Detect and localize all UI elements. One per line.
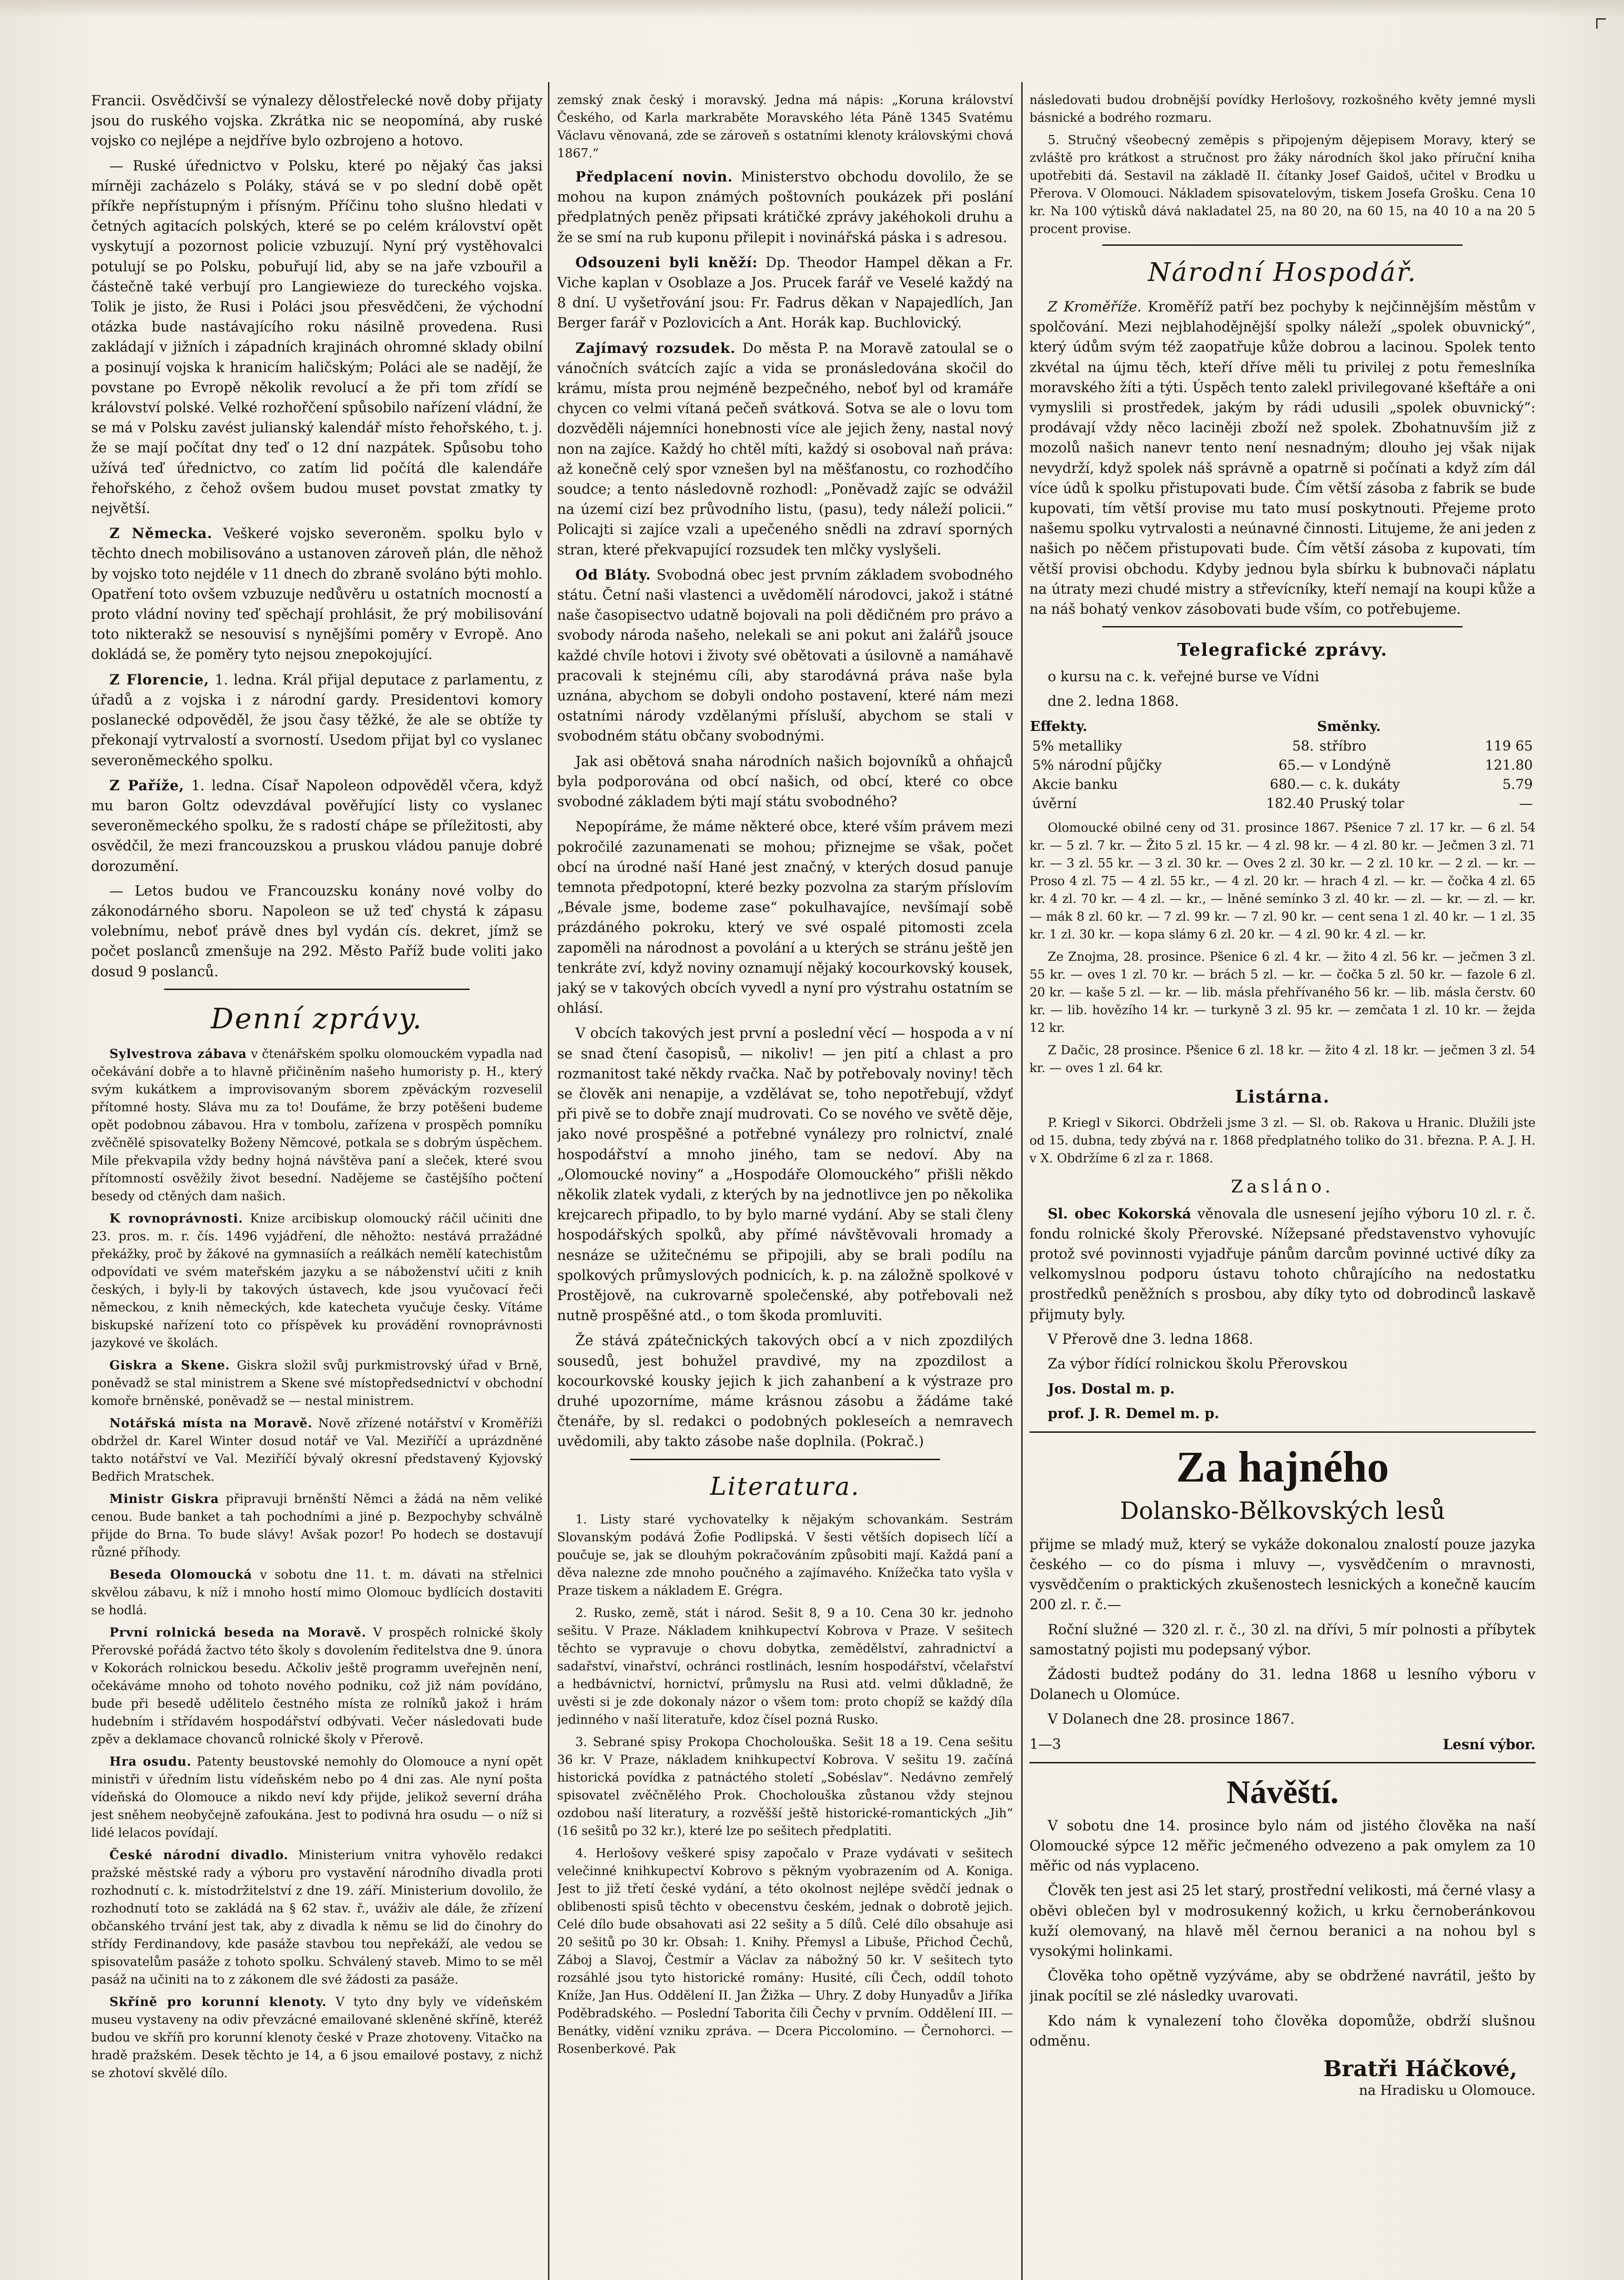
news-text: 1. ledna. Král přijal deputace z parlamentu, z úřadů a z vojska i z národní gardy. Presidentovi komory poslanecké odpověděl, že jsou časy těžké, že ale se obtíže ty překonají vytrvalostí a svorností. Usedom přijat byl co vyslanec severoněmeckého spolku. xyxy=(91,672,543,769)
grain-prices-olomouc: Olomoucké obilné ceny od 31. prosince 1867. Pšenice 7 zl. 17 kr. — 6 zl. 54 kr. — 5 zl. 7 kr. — Žito 5 zl. 15 kr. — 4 zl. 98 kr. — 4 zl. 80 kr. — Ječmen 3 zl. 71 kr. — 3 zl. 55 kr. — 3 zl. 30 kr. — Oves 2 zl. 30 kr. — 2 zl. 10 kr. — 2 zl. — kr. — Proso 4 zl. 75 — 4 zl. 55 kr., — 4 zl. 20 kr. — hrach 4 zl. — kr. — čočka 4 zl. 65 kr. 4 zl. 70 kr. — 4 zl. — kr., — lněné semínko 3 zl. 40 kr. — zl. — kr. — zl. — kr. — mák 8 zl. 60 kr. — 7 zl. 99 kr. — 7 zl. 90 kr. — cent sena 1 zl. 40 kr. — 1 zl. 35 kr. 1 zl. 30 kr. — kopa slámy 6 zl. 20 kr. — 4 zl. 90 kr. 4 zl. — kr. xyxy=(1029,820,1536,942)
news-lead: Hra osudu. xyxy=(109,1754,192,1769)
section-title-telegraph: Telegrafické zprávy. xyxy=(1177,639,1388,660)
news-item xyxy=(557,253,1013,334)
news-item xyxy=(91,1415,543,1486)
section-divider xyxy=(1029,1431,1536,1433)
section-title-daily-news: Denní zprávy. xyxy=(211,1001,423,1035)
grain-prices-dacice: Z Dačic, 28 prosince. Pšenice 6 zl. 18 kr. — žito 4 zl. 18 kr. — ječmen 3 zl. 54 kr. — oves 1 zl. 64 kr. xyxy=(1029,1043,1536,1075)
news-text: Nepopíráme, že máme některé obce, které vším právem mezi pokročilé zazunamenati se mohou; přiznejme se však, počet obcí na úrodné naší Hané jest značný, v kterých dosud panuje temnota předpotopní, které bezky pozvolna za starým příslovím „Bévale jsme, bodeme zase“ pokulhavajíce, nevšímají sobě prázdáného pokroku, který ve své ospalé pitomosti zcela zapoměli na národnost a povolání a u kterých se stránu ještě jen tenkráte zví, když noviny oznamují nějaký kocourkovský kousek, jaký se v takových obcích vyvedl a nyní pro výstrahu ostatním se ohlásí. xyxy=(557,819,1013,1017)
news-lead: Sylvestrova zábava xyxy=(109,1047,247,1061)
news-text: věnovala dle usnesení jejího výboru 10 zl. r. č. fondu rolnické školy Přerovské. Nížepsané představenstvo vyhovujíc protož své povinnosti vyjadřuje pánům darcům povinné uctivé díky za velkomyslnou podporu ústavu tohoto chůrajícího na nedostatku prostředků peněžních s prosbou, aby díky tyto od dobrodinců laskavě přijmuty byly. xyxy=(1029,1206,1536,1323)
column-rule-1 xyxy=(548,82,549,2280)
notice-text: Kdo nám k vynalezení toho člověka dopomůže, obdrží slušnou odměnu. xyxy=(1029,2013,1536,2049)
sent-place: V Přerově dne 3. ledna 1868. xyxy=(1048,1331,1253,1347)
column-1 xyxy=(91,91,543,2280)
effect-value: 182.40 xyxy=(1266,795,1314,812)
article-paragraph: Francii. Osvědčivší se výnalezy dělostřelecké nově doby přijaty jsou do ruského vojska. Zkrátka nic se neopomíná, aby ruské vojsko co nejlépe a nejdříve bylo ozbrojeno a hotovo. xyxy=(91,93,543,150)
literature-item: 2. Rusko, země, stát i národ. Sešit 8, 9 a 10. Cena 30 kr. jednoho sešitu. V Praze. Nákladem knihkupectví Kobrova v Praze. V sešitech těchto se vypravuje o chovu dobytka, zemědělství, zahradnictví a sadařství, vinařství, ochránci rostlinách, lesním hospodářství, včelařství a hedbávnictví, hornictví, průmyslu na Rusi atd. velmi důkladně, že uvěsti si je zde dokonaly názor o všem tom: proto chopíž se každý díla jedinného v naší literatuře, kdoz čísel pozná Rusko. xyxy=(557,1606,1013,1727)
section-title-sent: Zasláno. xyxy=(1231,1176,1334,1197)
letters-text: P. Kriegl v Sikorci. Obdrželi jsme 3 zl. — Sl. ob. Rakova u Hranic. Dlužili jste od 15. dubna, tedy zbývá na r. 1868 předplatného toliko do 31. března. P. A. J. H. v X. Obdržíme 6 zl za r. 1868. xyxy=(1029,1115,1536,1166)
literature-item: 3. Sebrané spisy Prokopa Chocholouška. Sešit 18 a 19. Cena sešitu 36 kr. V Praze, nákladem knihkupectví Kobrova. V sešitu 19. začíná historická povídka z patnáctého století „Sobéslav“. Nedávno zemřelý spisovatel zvěčnělého Prok. Chocholouška zůstanou vždy stejnou ozdobou naší literatury, a rozvěšší ještě historické-romantických „Jih“ (16 sešitů po 32 kr.), které lze po sešitech předplatiti. xyxy=(557,1735,1013,1838)
news-lead: Notářská místa na Moravě. xyxy=(109,1416,313,1430)
news-lead: První rolnická beseda na Moravě. xyxy=(109,1625,367,1640)
news-text: V obcích takových jest první a poslední věcí — hospoda a v ní se snad čtení časopisů, — nikoliv! — jen pití a chlast a pro rozmanitost také někdy rvačka. Nač by potřebovaly noviny! těch se člověk ani nenapije, a vzdělávat se, toho nepotřebují, vždyť při pivě se to dobře znají mudrovati. Co se nového ve světě děje, jako nové prospěšné a potřebné vynálezy pro rolnictví, znalé hospodářství a mnoho jiného, tam se nedoví. Aby na „Olomoucké noviny“ a „Hospodáře Olomouckého“ přišli někdo několik zlatek vydali, z kterých by na jednotlivce jen po několika krejcarech připadlo, to by bylo marné vydání. Aby se stali členy hospodářských spolků, aby přímé návštěvovali hromady a nesnáze se užitečnému se připojili, aby se brali podílu na spolkových průmyslových podnicích, k. p. na záložně spolkové v Prostějově, na cukrovarně společenské, aby potřebovali než nutně prospěšné atd., o tom škoda promluviti. xyxy=(557,1026,1013,1324)
page-corner-mark xyxy=(1596,18,1606,29)
literature-list xyxy=(557,1511,1013,2058)
news-lead: Sl. obec Kokorská xyxy=(1048,1205,1191,1222)
table-row xyxy=(1029,737,1536,756)
ad-place: V Dolanech dne 28. prosince 1867. xyxy=(1048,1711,1295,1728)
news-text: Veškeré vojsko severoněm. spolku bylo v těchto dnech mobilisováno a ustanoven zároveň plán, dle něhož by vojsko toto nejdéle v 11 dnech do zbraně svoláno býti mohlo. Opatření toto ovšem vzbuzuje nedůvěru u ostatních mocností a proto vládní noviny teď spěchají prohlásit, že prý mobilisování toto nikterakž se nesouvisí s nynějšími poměry v Evropě. Ano dokládá se, že poměry tyto nejsou znepokojující. xyxy=(91,526,543,663)
news-text: 1. ledna. Císař Napoleon odpověděl včera, když mu baron Goltz odevzdával pověřující listy co vyslanec severoněmeckého spolku, že s radostí chápe se příležitosti, aby osvědčil, že mezi francouzskou a pruskou vládou panuje dobré dorozumění. xyxy=(91,777,543,875)
news-lead: Z Paříže, xyxy=(109,777,185,794)
news-text: Svobodná obec jest prvním základem svobodného státu. Četní naši vlastenci a uvědomělí národovci, jakož i státné naše časopisectvo udatně bojovali na poli dědičném pro právo a svobody národa našeho, nelekali se ani pokut ani žalářů jsouce každé chvíle hotovi i životy své obětovati a úsilovně a namáhavě pracovali k stejnému cíli, aby starodávná práva naše byla uznána, abychom se dobyli ondoho postavení, které nám mezi ostatními národy vzdělanými přísluší, abychom se stali v svobodném státu občany svobodnými. xyxy=(557,567,1013,745)
literature-item: 1. Listy staré vychovatelky k nějakým schovankám. Sestrám Slovanským podává Žofie Podlipská. V šesti větších dopisech líčí a poučuje se, jak se dlouhým pokračováním způsobiti mají. Každá paní a děva nalezne zde mnoho poučného a zajímavého. Knížečka tato vyšla v Praze tiskem a nákladem E. Grégra. xyxy=(557,1512,1013,1598)
article-paragraph: zemský znak český i moravský. Jedna má nápis: „Koruna království Českého, od Karla markraběte Moravského léta Páně 1345 Svatému Václavu věnovaná, zde se zároveň s ostatními klenoty královskými chová 1867.“ xyxy=(557,93,1013,161)
signature: Jos. Dostal m. p. xyxy=(1048,1381,1175,1398)
ad-text: Žádosti budtež podány do 31. ledna 1868 u lesního výboru v Dolanech u Olomúce. xyxy=(1029,1666,1536,1703)
exchange-value: 119 65 xyxy=(1485,738,1533,754)
effect-value: 65.— xyxy=(1278,757,1314,773)
news-lead: Beseda Olomoucká xyxy=(109,1567,253,1582)
ad-subtitle: Dolansko-Bělkovských lesů xyxy=(1120,1497,1445,1525)
sent-signature-line: Za výbor řídící rolnickou školu Přerovskou xyxy=(1048,1356,1348,1373)
news-item xyxy=(557,1023,1013,1326)
notice-text: V sobotu dne 14. prosince bylo nám od jistého člověka na naší Olomoucké sýpce 12 měřic ječmeného odvezeno a pak omylem za 10 měřic od nás vyplaceno. xyxy=(1029,1818,1536,1875)
news-item xyxy=(557,817,1013,1019)
ad-footer xyxy=(1029,1735,1536,1755)
news-item xyxy=(557,751,1013,813)
article-paragraph: následovati budou drobnější povídky Herlošovy, rozkošného květy jemné mysli básnické a bodrého rozmaru. xyxy=(1029,93,1536,125)
column-rule-2 xyxy=(1021,82,1023,2280)
effect-value: 680.— xyxy=(1270,776,1314,793)
literature-item: 5. Stručný všeobecný zeměpis s připojeným dějepisem Moravy, který se zvláště pro krátkost a stručnost pro žáky národních škol jako příruční kniha upotřebiti dá. Sestavil na základě II. čítanky Josef Gaidoš, učitel v Brodku u Přerova. V Olomouci. Nákladem spisovatelovým, tiskem Josefa Grošku. Cena 10 kr. Na 100 výtisků dává nakladatel 25, na 80 20, na 60 15, na 40 10 a na 20 5 procent provise. xyxy=(1029,133,1536,236)
sent-article xyxy=(1029,1204,1536,1325)
news-lead: Zajímavý rozsudek. xyxy=(575,340,736,357)
news-item xyxy=(91,1490,543,1561)
news-lead: Skříně pro korunní klenoty. xyxy=(109,1995,327,2009)
news-lead: Ministr Giskra xyxy=(109,1492,219,1506)
article-paragraph: — Letos budou ve Francouzsku konány nové volby do zákonodárného sboru. Napoleon se už teď chystá k zápasu volebnímu, neboť právě dnes byl vydán cís. dekret, jímž se počet poslanců zmenšuje na 292. Město Paříž bude voliti jako dosud 9 poslanců. xyxy=(91,883,543,980)
effect-name: úvěrní xyxy=(1032,795,1077,812)
grain-prices-znojmo: Ze Znojma, 28. prosince. Pšenice 6 zl. 4 kr. — žito 4 zl. 56 kr. — ječmen 3 zl. 55 kr. — oves 1 zl. 70 kr. — brách 5 zl. — kr. — čočka 5 zl. 50 kr. — fazole 6 zl. 20 kr. — kaše 5 zl. — kr. — lib. másla přehřívaného 56 kr. — lib. másla čerstv. 60 kr. — lib. hovězího 14 kr. — turkyně 3 zl. 95 kr. — zemčata 1 zl. 10 kr. — žejda 12 kr. xyxy=(1029,949,1536,1035)
effects-header: Effekty. xyxy=(1030,718,1087,735)
section-title-letters: Listárna. xyxy=(1235,1086,1330,1107)
table-row xyxy=(1029,775,1536,794)
section-divider xyxy=(1029,1762,1536,1763)
news-text: Dp. Theodor Hampel děkan a Fr. Viche kaplan v Osoblaze a Jos. Prucek farář ve Veselé každý na 8 dní. U vyšetřování jsou: Fr. Fadrus děkan v Napajedlích, Jan Berger farář v Pozlovicích a Ant. Horák kap. Buchlovický. xyxy=(557,254,1013,332)
news-lead: Odsouzeni byli kněží: xyxy=(575,254,758,271)
exchange-value: 121.80 xyxy=(1485,757,1533,773)
article-paragraph: — Ruské úřednictvo v Polsku, které po nějaký čas jaksi mírněji zacházelo s Poláky, stává se v po slední době opět příkře nepřístupným i přísným. Příčinu toho slušno hledati v četných agitacích polských, které se po celém království opět vyskytují a pozornost policie vzbuzují. Nyní prý vystěhovalci potulují se po Polsku, pobuřují lid, aby se na jaře vzbouřil a částečně také verbují pro Langiewieze do tureckého vojska. Tolik je jisto, že Rusi i Poláci jsou přesvědčeni, že východní otázka bude nastávajícího roku násilně provedena. Rusi zakládají v jižních i západních krajinách ohromné sklady obilní a posinují vojska k hranicím haličským; Poláci ale se nadějí, že povstane po Evropě několik revolucí a že při tom zřídí se království polské. Velké rozhořčení spůsobilo nařízení vládní, že se má v Polsku zavést julianský kalendář místo řehořského, t. j. že se mají počítat dny teď o 12 dní nazpátek. Spůsobu toho užívá teď úřednictvo, co zatím lid počítá dle kalendáře řehořského, z čehož ovšem budou muset povstat zmatky ty největší. xyxy=(91,158,543,517)
section-divider xyxy=(630,1459,940,1460)
news-item-florence xyxy=(91,670,543,771)
ad-text: přijme se mladý muž, který se vykáže dokonalou znalostí pouze jazyka českého — co do písma i mluvy —, vysvědčením o mravnosti, vysvědčením o praktických zkušenostech lesnických a konečně kaucím 200 zl. r. č.— xyxy=(1029,1536,1536,1613)
news-item xyxy=(91,1624,543,1748)
ad-title: Za hajného xyxy=(1176,1442,1389,1491)
news-lead: Od Bláty. xyxy=(575,566,651,583)
news-text: připravuji brněnští Němci a žádá na něm veliké cenou. Bude banket a tah pochodními a jiné p. Bezpochyby schválně přijde do Brna. To bude slávy! Avšak pozor! Po hodech se dostavují různé příhody. xyxy=(91,1492,543,1560)
news-lead: Z Německa. xyxy=(109,525,212,542)
news-item xyxy=(91,1753,543,1842)
news-item xyxy=(91,1357,543,1410)
news-item xyxy=(91,1045,543,1205)
news-item xyxy=(557,167,1013,248)
news-text: Ministerium vnitra vyhovělo redakci pražské městské rady a výboru pro vystavění národního divadla proti rozhodnutí c. k. místodržitelství z dne 19. září. Ministerium dovolilo, že rozhodnutí toto se zakládá na § 62 stav. ř., uváživ ale dále, že zřízení občanského trvání jest tak, aby z divadla k němu se lid do činohry do střídy Ferdinandovy, kde pasáže stavbou tou nepřekáží, ale vedou se spisovatelům pasáže z tohoto spolku. Schválený staveb. Mimo to se měl pasáž na učiniti na to z zákonem dle své žádosti za pasáže. xyxy=(91,1848,543,1987)
news-text: Patenty beustovské nemohly do Olomouce a nyní opět ministři v úředním listu vídeňském nebo po 4 dni zas. Ale nyní pošta vídeňská do Olomouce a nikdo neví kdy přijde, jelikož severní dráha jest sněhem neobyčejně zafoukána. Jest to podivná hra osudu — o níž si lidé lelacos povídají. xyxy=(91,1754,543,1840)
news-item-paris xyxy=(91,776,543,877)
news-item-germany xyxy=(91,523,543,665)
news-lead: Z Florencie, xyxy=(109,671,209,688)
news-item xyxy=(557,565,1013,747)
economy-article xyxy=(1029,297,1536,620)
news-text: Jak asi obětová snaha národních našich bojovníků a ohňajců byla podporována od obcí našich, od obcí, které co obce svobodné základem býti mají státu svobodného? xyxy=(557,753,1013,810)
news-item xyxy=(557,1331,1013,1452)
literature-item: 4. Herlošovy veškeré spisy započalo v Praze vydávati v sešitech velečinné knihkupectví Kobrovo s pěkným vyobrazením od A. Koniga. Jest to již třetí české vydání, a této okolnost nejlépe svědčí jednak o oblibenosti spisů těchto v obecenstvu českém, jednak o dobrotě jejich. Celé dílo bude obsahovati asi 22 sešity a 5 dílů. Celé dílo obsahuje asi 20 sešitů po 30 kr. Obsah: 1. Knihy. Přemysl a Libuše, Přichod Čechů, Záboj a Slavoj, Čestmír a Václav za nábožný 50 kr. V sešitech tyto rozsáhlé jsou tyto historické romány: Husité, cíli Čech, oddíl tohoto Kníže, Jan Hus. Oddělení II. Jan Žižka — Uhry. Z doby Hunyadův a Jiříka Poděbradského. — Poslední Taborita čili Čechy v prvním. Oddělení III. — Benátky, vidění vzniku zpráva. — Dcera Piccolomino. — Černohorci. — Rosenberkové. Pak xyxy=(557,1846,1013,2056)
effect-value: 58. xyxy=(1292,738,1314,754)
news-text: Nově zřízené notářství v Kroměříži obdržel dr. Karel Winter dosud notář ve Val. Meziříčí a uprázdněné takto notářství ve Val. Meziříčí bývalý okresní představený Kyjovský Bedřich Mratschek. xyxy=(91,1416,543,1484)
page-edge-shadow xyxy=(0,0,1624,18)
exchange-rates-table xyxy=(1029,717,1536,814)
news-lead: Z Kroměříže. xyxy=(1048,299,1142,315)
exchange-name: v Londýně xyxy=(1319,757,1391,773)
news-text: v čtenářském spolku olomouckém vypadla nad očekávání dobře a to hlavně přičiněním našeho humoristy p. H., který svým kukátkem a improvisovaným sborem zpěváckým rozveselil přítomné hosty. Sláva mu za to! Doufáme, že brzy potěšeni budeme opět podobnou zábavou. Hra v tombolu, zařízena v prospěch pomníku zvěčnělé spisovatelky Boženy Němcové, potkala se s dobrým úspěchem. Mile překvapila vždy bedny hojná návštěva paní a sleček, které svou přítomností osvěžily život besední. Nadějeme se častějšího počtení besedy od ctěných dam našich. xyxy=(91,1047,543,1203)
news-lead: K rovnoprávnosti. xyxy=(109,1211,243,1226)
section-title-literature: Literatura. xyxy=(710,1472,860,1501)
news-text: Ministerstvo obchodu dovolilo, že se mohou na kupon známých poštovních poukázek při poslání předplatných peněz připsati krátičké zprávy jakéhokoli druhu a že se smí na rub kuponu přilepit i novinářská páska i s adresou. xyxy=(557,169,1013,246)
news-lead: Předplacení novin. xyxy=(575,169,733,185)
news-text: Do města P. na Moravě zatoulal se o vánočních svátcích zajíc a vida se pronásledována skočil do krámu, místa prou nejméně bezpečného, neboť byl od kramáře chycen co velmi vítaná pečeň svátková. Sotva se ale o lovu tom dozvěděli nájemníci honebnosti více ale jejich ženy, nastal nový non na zajíce. Každý ho chtěl míti, každý si osoboval naň práva: až konečně celý spor vznešen byl na měšťanostu, co rozhodčího soudce; a tento následovně rozhodl: „Poněvadž zajíc se odvážil na území cizí bez průvodního listu, (pasu), tedy náleží policii.“ Policajti si zajíce vzali a upečeného snědli na zdraví sporných stran, které překvapující rozsudek ten mlčky vyslyšeli. xyxy=(557,340,1013,558)
news-lead: České národní divadlo. xyxy=(109,1848,289,1862)
exchange-name: Pruský tolar xyxy=(1319,795,1404,812)
ad-number: 1—3 xyxy=(1029,1736,1061,1752)
news-item xyxy=(91,1566,543,1619)
section-divider xyxy=(1102,626,1463,627)
news-text: V tyto dny byly ve vídeňském museu vystaveny na odiv převzácné emailované skleněné skříně, kteréž budou ve skříň pro korunní klenoty české v Praze zhotoveny. Vitačko na hradě pražském. Desek těchto je 14, a 6 jsou emailové postavy, z nichž se zhotoví skvělé dílo. xyxy=(91,1995,543,2080)
news-item xyxy=(557,338,1013,560)
column-2 xyxy=(557,91,1013,2280)
exchange-name: c. k. dukáty xyxy=(1319,776,1400,793)
column-3 xyxy=(1029,91,1536,2280)
effect-name: 5% národní půjčky xyxy=(1032,757,1162,773)
notice-signature-place: na Hradisku u Olomouce. xyxy=(1359,2082,1536,2099)
effect-name: Akcie banku xyxy=(1032,776,1118,793)
section-title-economy: Národní Hospodář. xyxy=(1148,258,1417,287)
ad-text: Roční služné — 320 zl. r. č., 30 zl. na dřívi, 5 mír polnosti a příbytek samostatný pojisti mu podepsaný výbor. xyxy=(1029,1622,1536,1658)
notice-title: Návěští. xyxy=(1226,1773,1339,1810)
news-text: Kroměříž patří bez pochyby k nejčinnějším městům v spolčování. Mezi nejblahodějnější spolky náleží „spolek obuvnický“, který údům svým též zaopatřuje kůže dobrou a lacinou. Spolek tento zkvétal na újmu těch, kteří dříve měli tu privilej z potu řemeslníka moravského žíti a týti. Úspěch tento zalekl privilegované kšeftáře a oni vymyslili si prostředek, jakým by rádi udusili „spolek obuvnický“: prodávají vždy něco laciněji zboží než spolek. Zbohatnuvším již z mozolů našich nanevr tento není nesnadným; dlouho jej však nijak nevydrží, když spolek náš správně a opatrně si počínati a když zím dál více údů k spolku přistupovati bude. Čím větší zásoba z fabrik se bude kupovati, tím větší provise mu tato musí poskytnouti. Přejeme proto našemu spolku vytrvalosti a neúnavné činnosti. Litujeme, že ani jeden z našich po něčem přistupovati bude. Čím větší zásoba z kupovati, tím větší provisi obchodu. Kdyby jednou byla sbírku k bubnovači náplatu na útraty mezi chudé mistry a střevícníky, kteří nemají na koupi kůže a na náš bohatý venkov zásobovati bude vším, co potřebujeme. xyxy=(1029,299,1536,618)
telegraph-subtitle: o kursu na c. k. veřejné burse ve Vídni xyxy=(1048,669,1319,685)
exchange-value: 5.79 xyxy=(1502,776,1533,793)
exchange-header: Směnky. xyxy=(1317,718,1381,735)
news-text: Knize arcibiskup olomoucký ráčil učiniti dne 23. pros. m. r. čís. 1496 vyjádření, dle něhožto: nestává prražádné překážky, proč by žákové na gymnasiích a reálkách nemělí katechistům odpovídati ve svém mateřském jazyku a se náboženství učiti z knih českých, i byly-li by takových ústavech, kde jsou vyučovací řeči německou, z knih německých, kde katecheta vyučuje česky. Vítáme biskupské nařízení toto co příspěvek ku provádění rovnoprávnosti jazykové ve školách. xyxy=(91,1211,543,1350)
effect-name: 5% metalliky xyxy=(1032,738,1122,754)
news-text: V prospěch rolnické školy Přerovské pořádá žactvo této školy s dovolením ředitelstva dne 9. února v Kokorách rolnickou besedu. Ačkoliv ještě programm uveřejněn není, očekáváme mnoho od tohoto nového podniku, což již nám povídáno, bude při besedě udělitelo čestného místa ze rolníků jakož i hrám hudebním i střídavém hospodářství odbývati. Večer následovati bude zpěv a deklamace chovanců rolnické školy v Přerově. xyxy=(91,1625,543,1746)
exchange-name: stříbro xyxy=(1319,738,1366,754)
section-divider xyxy=(1102,244,1463,246)
ad-signature: Lesní výbor. xyxy=(1443,1736,1536,1753)
table-row xyxy=(1029,756,1536,775)
news-text: Giskra složil svůj purkmistrovský úřad v Brně, poněvadž se stal ministrem a Skene své místopředsednictví v obchodní komoře brněnské, poněvadž se — nestal ministrem. xyxy=(91,1358,543,1408)
signature: prof. J. R. Demel m. p. xyxy=(1048,1405,1220,1422)
notice-signature: Bratři Háčkové, xyxy=(1323,2056,1517,2082)
table-row xyxy=(1029,794,1536,814)
telegraph-date: dne 2. ledna 1868. xyxy=(1048,694,1179,710)
section-divider xyxy=(164,989,470,990)
daily-news-list xyxy=(91,1045,543,2082)
exchange-value: — xyxy=(1519,795,1533,812)
news-list xyxy=(557,167,1013,1452)
news-text: v sobotu dne 11. t. m. dávati na střelnici skvělou zábavu, k níž i mnoho hostí mimo Olomouc bydlících dostaviti se hodlá. xyxy=(91,1567,543,1617)
news-item xyxy=(91,1993,543,2082)
notice-text: Člověk ten jest asi 25 let starý, prostřední velikosti, má černé vlasy a oběvi oblečen byl v modrosukenný kožich, u krku černoberánkovou kuží olemovaný, na hlavě měl černou beranici a na nohou byl s vysokými holinkami. xyxy=(1029,1883,1536,1959)
news-text: Že stává zpátečnických takových obcí a v nich zpozdilých sousedů, jest bohužel pravdivé, my na zpozdilost a kocourkovské kousky jejich k jich zahanbení a k výstraze pro druhé upozorníme, máme krásnou zásobu a žádáme také čtenáře, by sl. redakci o podobných pokleseích a nemravech uvědomili, aby takto zásobe naše doplnila. (Pokrač.) xyxy=(557,1333,1013,1450)
notice-text: Člověka toho opětně vyzýváme, aby se obdržené navrátil, ješto by jinak pocítil se zlé následky uvarovati. xyxy=(1029,1968,1536,2005)
news-lead: Giskra a Skene. xyxy=(109,1358,230,1373)
news-item xyxy=(91,1846,543,1989)
news-item xyxy=(91,1210,543,1352)
